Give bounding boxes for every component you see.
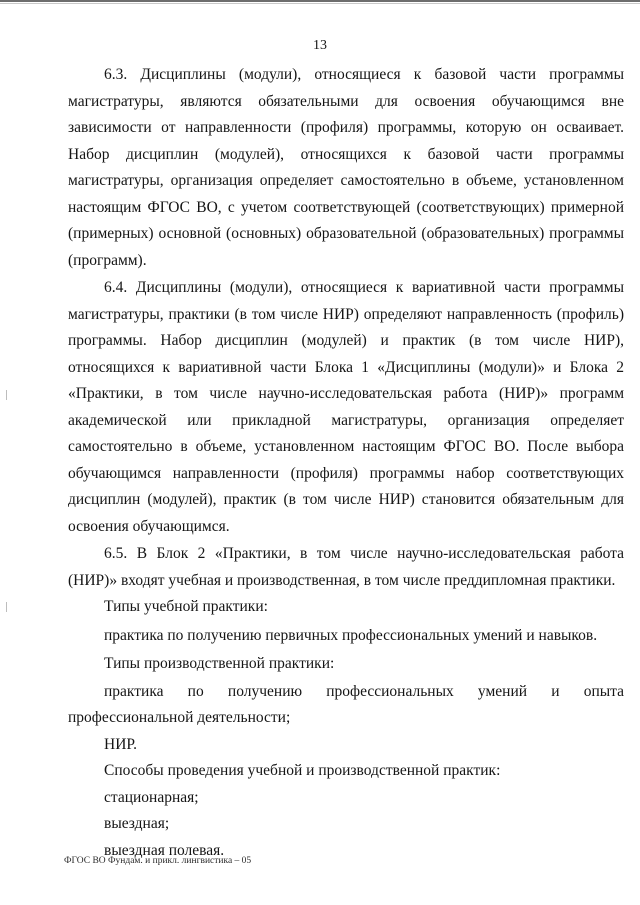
practice-method-item: выездная полевая. bbox=[104, 841, 225, 859]
industrial-practice-types-heading: Типы производственной практики: bbox=[104, 655, 335, 672]
page-footer: ФГОС ВО Фундам. и прикл. лингвистика – 05 bbox=[64, 856, 252, 866]
practice-methods-heading: Способы проведения учебной и производственной практик: bbox=[104, 762, 501, 779]
page-number: 13 bbox=[313, 38, 327, 53]
scan-edge-mark bbox=[6, 602, 7, 612]
paragraph-6-4: 6.4. Дисциплины (модули), относящиеся к вариативной части программы магистратуры, практики (в том числе НИР) определяют направленность (профиль) программы. Набор дисциплин (модулей) и практик (в том числе НИР), относящихся к вариативной части Блока 1 «Дисциплины (модули)» и Блока 2 «Практики, в том числе научно-исследовательская работа (НИР)» программ академической или прикладной магистратуры, организация определяет самостоятельно в объеме, установленном настоящим ФГОС ВО. После выбора обучающимся направленности (профиля) программы набор соответствующих дисциплин (модулей), практик (в том числе НИР) становится обязательным для освоения обучающимся. bbox=[68, 279, 624, 535]
educational-practice-types-heading: Типы учебной практики: bbox=[104, 598, 268, 615]
practice-method-item: стационарная; bbox=[104, 788, 199, 806]
scan-top-border bbox=[0, 0, 640, 2]
scan-edge-mark bbox=[6, 390, 7, 400]
practice-method-item: выездная; bbox=[104, 815, 170, 832]
document-body bbox=[68, 62, 624, 864]
industrial-practice-type-item: НИР. bbox=[104, 735, 137, 753]
paragraph-6-5: 6.5. В Блок 2 «Практики, в том числе научно-исследовательская работа (НИР)» входят учебная и производственная, в том числе преддипломная практики. bbox=[68, 545, 624, 589]
paragraph-6-3: 6.3. Дисциплины (модули), относящиеся к базовой части программы магистратуры, являются обязательными для освоения обучающимся вне зависимости от направленности (профиля) программы, которую он осваивает. Набор дисциплин (модулей), относящихся к базовой части программы магистратуры, организация определяет самостоятельно в объеме, установленном настоящим ФГОС ВО, с учетом соответствующей (соответствующих) примерной (примерных) основной (основных) образовательной (образовательных) программы (программ). bbox=[68, 66, 624, 269]
educational-practice-type-item: практика по получению первичных профессиональных умений и навыков. bbox=[104, 626, 598, 644]
scan-top-border-shadow bbox=[0, 3, 640, 4]
industrial-practice-type-item: практика по получению профессиональных умений и опыта профессиональной деятельности; bbox=[68, 682, 624, 726]
